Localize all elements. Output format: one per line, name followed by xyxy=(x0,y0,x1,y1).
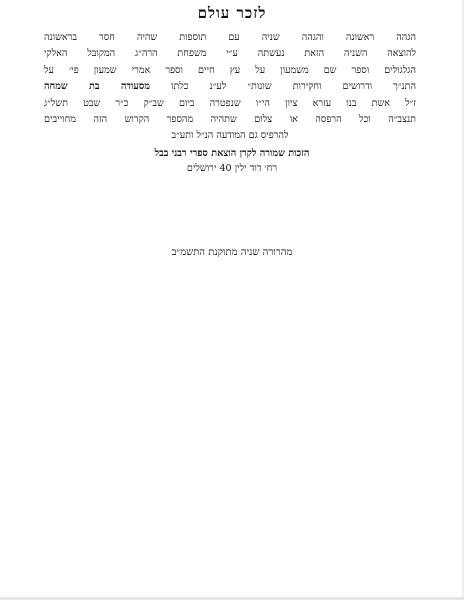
paragraph-line-4 xyxy=(44,79,416,95)
paragraph-line-3: הגלגולים וספר שם משמעון על עץ חיים וספר אמרי שמעון פי׳ על xyxy=(44,64,416,76)
publisher-name: הזכות שמורה לקרן הוצאת ספרי רבני בבל xyxy=(154,148,310,159)
paragraph-line-7: להרפיס גם המודעה הנ״ל ותע״ב xyxy=(171,130,289,142)
publisher-address: רח׳ דוד ילין 40 ירושלים xyxy=(186,163,278,174)
paragraph-line-4-text: התנ״ך ודרושים וחקירות שונות״ לע״נ כלתו xyxy=(150,81,416,93)
dedication-paragraph xyxy=(44,30,416,145)
publisher-block xyxy=(0,146,464,176)
page-title: לזכר עולם xyxy=(197,4,267,22)
paragraph-line-6: תנצב״ה וכל הרפסה או צלום שתהיה מהספר הקרוש הזה מחוייבים xyxy=(44,114,416,126)
deceased-name: מסעודה בת שמחה xyxy=(44,81,150,93)
edition-note: מהרורה שניה מתוקנת התשמ״ב xyxy=(171,247,293,258)
paragraph-line-1: הגהה ראשונה והגהה שניה עם תוספות שהיה חסר בראשונה xyxy=(44,32,416,43)
paragraph-line-2: להוצאה השניה הזאת נעשתה ע״י משפחת הרה״ג המקובל האלקי xyxy=(44,48,416,60)
paragraph-line-5: ז״ל אשת בנו עזרא ציון הי״ו שנפטרה ביום שב״ק כ״ר שבט תשל״ג xyxy=(44,97,416,109)
